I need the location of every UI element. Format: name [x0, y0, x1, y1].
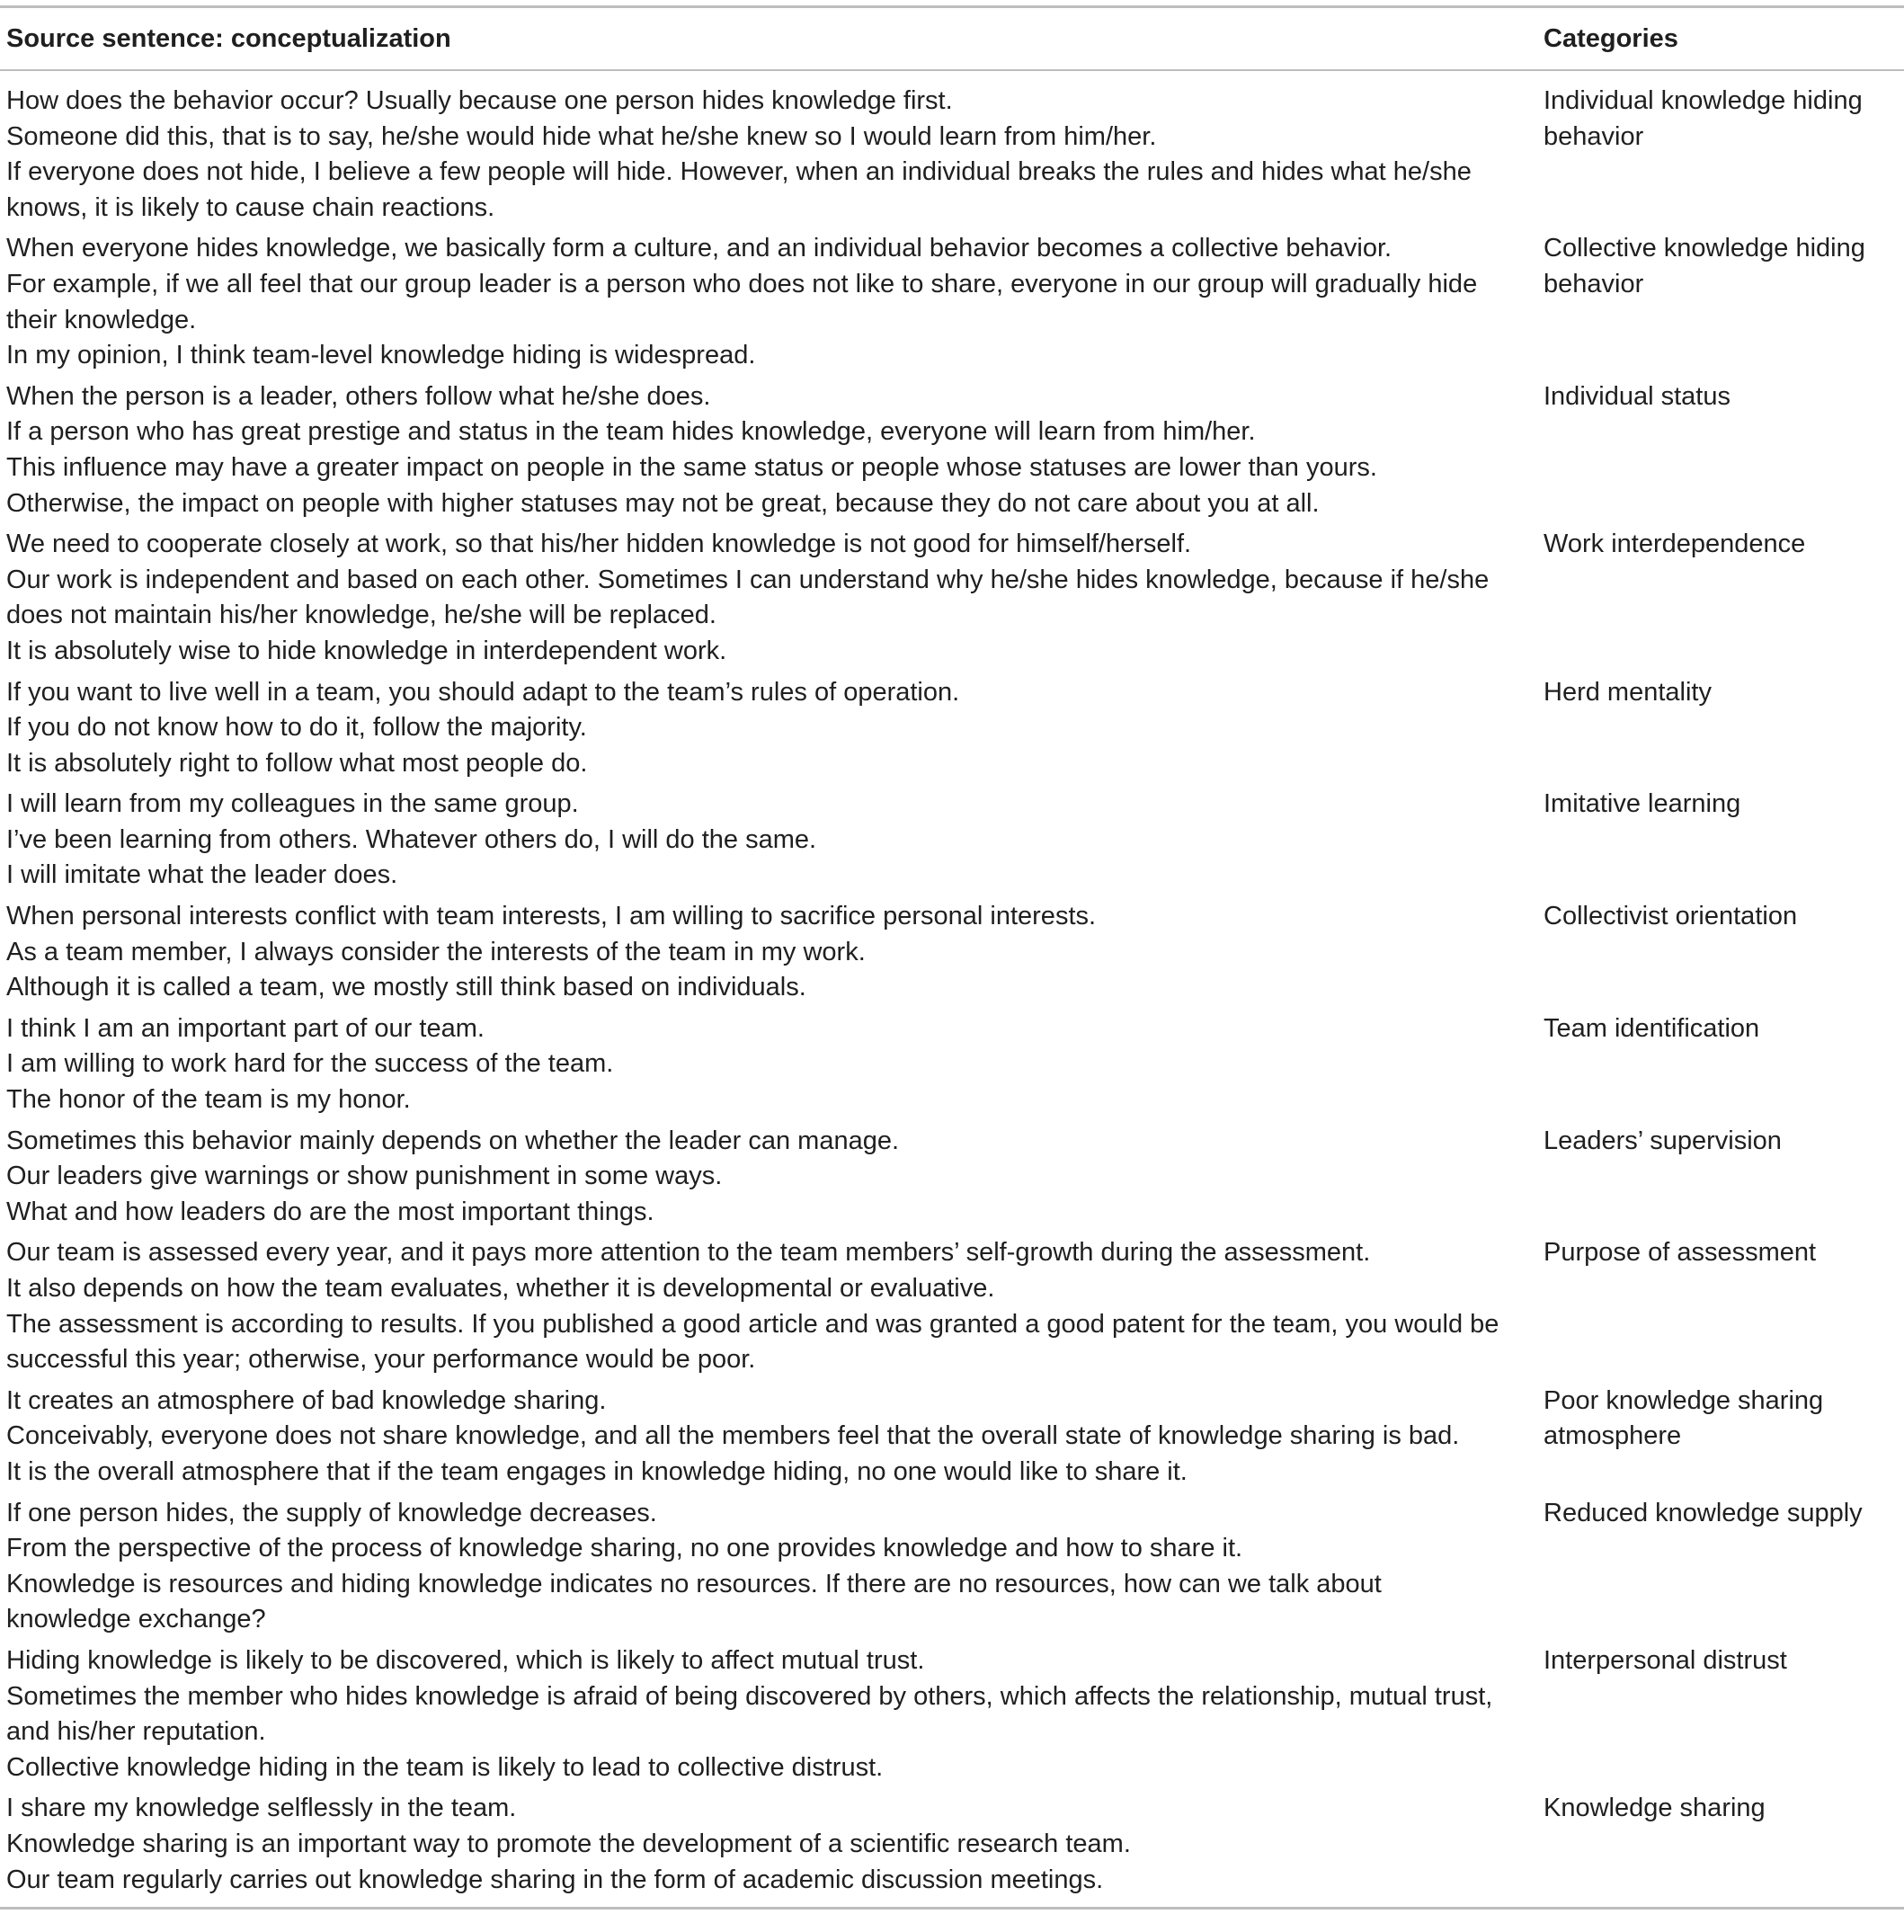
source-sentence: It is the overall atmosphere that if the team engages in knowledge hiding, no one would like to share it.	[6, 1456, 1188, 1486]
source-sentence: Conceivably, everyone does not share knowledge, and all the members feel that the overall state of knowledge sharing is bad.	[6, 1421, 1460, 1451]
source-sentence: If a person who has great prestige and status in the team hides knowledge, everyone will learn from him/her.	[6, 417, 1256, 447]
source-sentence-cell	[0, 1235, 1537, 1383]
source-sentence: This influence may have a greater impact on people in the same status or people whose statuses are lower than yours.	[6, 452, 1377, 482]
source-sentence-cell	[0, 1011, 1537, 1124]
source-sentence: Sometimes this behavior mainly depends on whether the leader can manage.	[6, 1126, 900, 1155]
source-sentence: I’ve been learning from others. Whatever others do, I will do the same.	[6, 824, 817, 854]
source-sentence: Knowledge sharing is an important way to promote the development of a scientific research team.	[6, 1829, 1131, 1858]
source-sentence: What and how leaders do are the most important things.	[6, 1197, 654, 1226]
source-sentence: Collective knowledge hiding in the team is likely to lead to collective distrust.	[6, 1752, 884, 1782]
table-body	[0, 70, 1904, 1909]
table-row	[0, 527, 1904, 674]
source-sentence-cell	[0, 70, 1537, 231]
category-cell: Purpose of assessment	[1544, 1238, 1817, 1268]
source-sentence: Sometimes the member who hides knowledge is afraid of being discovered by others, which affects the relationship, mutual trust, and his/her reputation.	[6, 1681, 1493, 1747]
category-cell: Herd mentality	[1544, 677, 1712, 707]
source-sentence: The assessment is according to results. If you published a good article and was granted a good patent for the team, you would be successful this year; otherwise, your performance would be poor.	[6, 1309, 1499, 1375]
source-sentence: I will learn from my colleagues in the same group.	[6, 789, 579, 819]
header-source-sentence: Source sentence: conceptualization	[0, 7, 1537, 71]
table-row	[0, 899, 1904, 1011]
source-sentence-cell	[0, 899, 1537, 1011]
source-sentence: Our team regularly carries out knowledge sharing in the form of academic discussion meetings.	[6, 1865, 1104, 1894]
category-cell: Collective knowledge hiding behavior	[1544, 234, 1865, 298]
table-row	[0, 1384, 1904, 1496]
category-cell: Imitative learning	[1544, 789, 1741, 819]
source-sentence: Hiding knowledge is likely to be discovered, which is likely to affect mutual trust.	[6, 1645, 925, 1675]
conceptualization-table	[0, 5, 1904, 1910]
source-sentence: The honor of the team is my honor.	[6, 1085, 411, 1115]
source-sentence-cell	[0, 379, 1537, 527]
category-cell: Reduced knowledge supply	[1544, 1498, 1863, 1527]
source-sentence-cell	[0, 675, 1537, 788]
source-sentence: It is absolutely right to follow what most people do.	[6, 748, 588, 778]
table-row	[0, 787, 1904, 899]
source-sentence: Although it is called a team, we mostly still think based on individuals.	[6, 973, 806, 1002]
category-cell: Individual status	[1544, 381, 1731, 411]
source-sentence: I am willing to work hard for the success of the team.	[6, 1049, 614, 1079]
source-sentence-cell	[0, 1384, 1537, 1496]
source-sentence: If everyone does not hide, I believe a few people will hide. However, when an individual breaks the rules and hides what he/she knows, it is likely to cause chain reactions.	[6, 157, 1472, 222]
table-row	[0, 675, 1904, 788]
table-row	[0, 70, 1904, 231]
category-cell: Work interdependence	[1544, 530, 1806, 559]
category-cell: Collectivist orientation	[1544, 902, 1798, 931]
source-sentence: When personal interests conflict with team interests, I am willing to sacrifice personal interests.	[6, 902, 1097, 931]
source-sentence: It also depends on how the team evaluates, whether it is developmental or evaluative.	[6, 1274, 995, 1303]
source-sentence: Knowledge is resources and hiding knowledge indicates no resources. If there are no resources, how can we talk about knowledge exchange?	[6, 1569, 1382, 1634]
source-sentence-cell	[0, 1124, 1537, 1236]
source-sentence: In my opinion, I think team-level knowledge hiding is widespread.	[6, 341, 756, 370]
source-sentence: Otherwise, the impact on people with higher statuses may not be great, because they do not care about you at all.	[6, 488, 1320, 518]
source-sentence: It creates an atmosphere of bad knowledge sharing.	[6, 1385, 607, 1415]
source-sentence: Our leaders give warnings or show punishment in some ways.	[6, 1162, 723, 1191]
category-cell: Individual knowledge hiding behavior	[1544, 86, 1863, 151]
table-row	[0, 1235, 1904, 1383]
table-row	[0, 1643, 1904, 1791]
source-sentence: When everyone hides knowledge, we basically form a culture, and an individual behavior becomes a collective behavior.	[6, 234, 1392, 263]
source-sentence: I will imitate what the leader does.	[6, 860, 398, 890]
source-sentence: Our team is assessed every year, and it pays more attention to the team members’ self-growth during the assessment.	[6, 1238, 1371, 1268]
table-row	[0, 379, 1904, 527]
category-cell: Interpersonal distrust	[1544, 1645, 1787, 1675]
source-sentence: How does the behavior occur? Usually because one person hides knowledge first.	[6, 86, 953, 115]
category-cell: Team identification	[1544, 1013, 1760, 1043]
table-row	[0, 1791, 1904, 1908]
source-sentence: It is absolutely wise to hide knowledge in interdependent work.	[6, 636, 727, 665]
source-sentence: I share my knowledge selflessly in the team.	[6, 1794, 517, 1823]
category-cell: Leaders’ supervision	[1544, 1126, 1782, 1155]
source-sentence: I think I am an important part of our team.	[6, 1013, 485, 1043]
source-sentence: If you do not know how to do it, follow the majority.	[6, 713, 587, 743]
source-sentence: Someone did this, that is to say, he/she would hide what he/she knew so I would learn from him/her.	[6, 121, 1157, 151]
source-sentence-cell	[0, 1643, 1537, 1791]
table-row	[0, 1496, 1904, 1643]
source-sentence-cell	[0, 231, 1537, 378]
conceptualization-table-container	[0, 5, 1904, 1910]
header-categories: Categories	[1537, 7, 1904, 71]
table-row	[0, 1124, 1904, 1236]
source-sentence-cell	[0, 1791, 1537, 1908]
source-sentence: If you want to live well in a team, you should adapt to the team’s rules of operation.	[6, 677, 960, 707]
source-sentence: From the perspective of the process of knowledge sharing, no one provides knowledge and how to share it.	[6, 1534, 1243, 1563]
source-sentence: When the person is a leader, others follow what he/she does.	[6, 381, 711, 411]
source-sentence: As a team member, I always consider the interests of the team in my work.	[6, 937, 866, 966]
source-sentence: For example, if we all feel that our group leader is a person who does not like to share, everyone in our group will gradually hide their knowledge.	[6, 269, 1478, 334]
source-sentence-cell	[0, 1496, 1537, 1643]
table-header	[0, 7, 1904, 71]
source-sentence: We need to cooperate closely at work, so that his/her hidden knowledge is not good for himself/herself.	[6, 530, 1192, 559]
category-cell: Knowledge sharing	[1537, 1791, 1904, 1908]
source-sentence-cell	[0, 787, 1537, 899]
source-sentence: If one person hides, the supply of knowledge decreases.	[6, 1498, 657, 1527]
source-sentence: Our work is independent and based on each other. Sometimes I can understand why he/she hides knowledge, because if he/she does not maintain his/her knowledge, he/she will be replaced.	[6, 565, 1490, 630]
category-cell: Poor knowledge sharing atmosphere	[1544, 1385, 1824, 1451]
table-row	[0, 231, 1904, 378]
header-row	[0, 7, 1904, 71]
table-row	[0, 1011, 1904, 1124]
source-sentence-cell	[0, 527, 1537, 674]
